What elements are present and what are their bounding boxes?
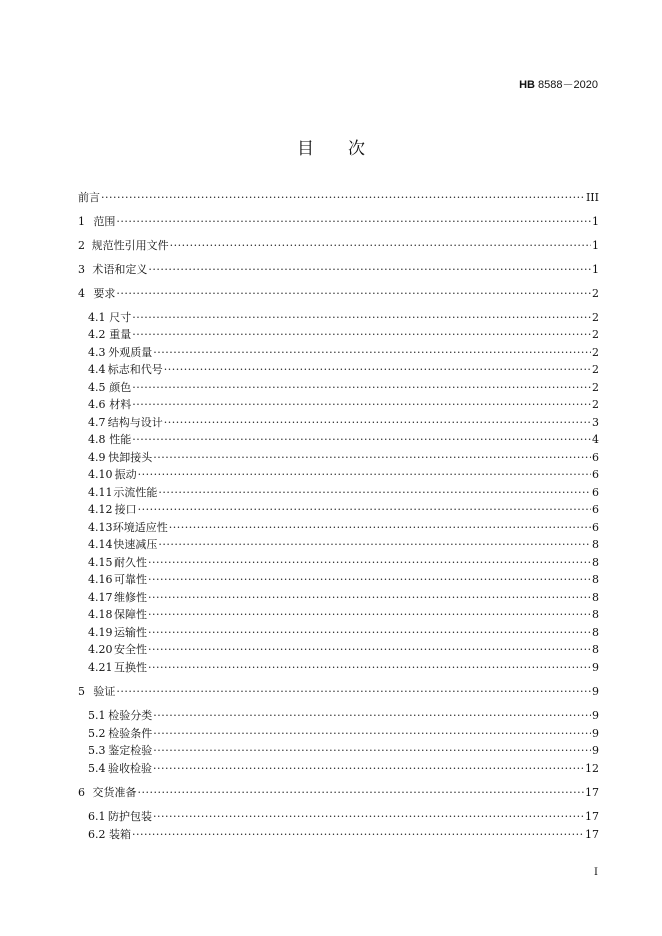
toc-entry[interactable] <box>88 468 599 482</box>
toc-entry[interactable] <box>88 346 599 360</box>
dot-leader <box>148 591 591 605</box>
toc-entry-label: 重量 <box>109 328 132 341</box>
toc-entry-page: 17 <box>585 810 599 823</box>
toc-entry-page: 6 <box>592 468 599 481</box>
toc-entry[interactable] <box>88 643 599 657</box>
toc-entry[interactable] <box>88 556 599 570</box>
toc-entry-label: 尺寸 <box>109 311 132 324</box>
toc-entry-number: 4.10 <box>88 468 113 481</box>
toc-entry-page: 1 <box>592 239 599 252</box>
dot-leader <box>148 573 591 587</box>
toc-entry-number: 5.4 <box>88 762 106 775</box>
dot-leader <box>153 762 584 776</box>
toc-entry-label: 交货准备 <box>92 786 137 799</box>
toc-entry-page: 9 <box>592 727 599 740</box>
toc-entry-number: 4.5 <box>88 381 106 394</box>
page-number: I <box>594 867 598 878</box>
toc-entry-page: 9 <box>592 744 599 757</box>
toc-entry-page: 6 <box>592 503 599 516</box>
toc-entry-number: 6.2 <box>88 828 106 841</box>
toc-title: 目次 <box>297 139 399 159</box>
toc-entry-page: 9 <box>592 685 599 698</box>
toc-entry-page: 8 <box>592 591 599 604</box>
dot-leader <box>153 727 591 741</box>
dot-leader <box>138 503 591 517</box>
toc-entry-label: 外观质量 <box>108 346 153 359</box>
toc-entry-number: 6.1 <box>88 810 106 823</box>
toc-entry[interactable] <box>88 727 599 741</box>
toc-entry-number: 2 <box>78 239 85 252</box>
toc-entry[interactable] <box>88 521 599 535</box>
toc-entry-label: 振动 <box>114 468 137 481</box>
toc-entry-page: 1 <box>592 215 599 228</box>
toc-entry[interactable] <box>88 451 599 465</box>
toc-entry-page: 12 <box>585 762 599 775</box>
toc-entry-label: 验收检验 <box>107 762 152 775</box>
toc-entry-page: 17 <box>585 786 599 799</box>
toc-entry-page: 8 <box>592 643 599 656</box>
toc-entry-label: 防护包装 <box>107 810 152 823</box>
toc-entry[interactable] <box>88 486 599 500</box>
toc-entry-label: 保障性 <box>114 608 147 621</box>
toc-entry[interactable] <box>88 661 599 675</box>
toc-entry[interactable] <box>88 328 599 342</box>
toc-entry-label: 范围 <box>93 215 116 228</box>
toc-entry[interactable] <box>78 239 599 253</box>
dot-leader <box>132 828 584 842</box>
dot-leader <box>132 398 591 412</box>
toc-entry-page: 2 <box>592 328 599 341</box>
toc-entry-number: 4.16 <box>88 573 113 586</box>
toc-entry[interactable] <box>88 608 599 622</box>
toc-entry-number: 5.2 <box>88 727 106 740</box>
toc-entry[interactable] <box>88 311 599 325</box>
dot-leader <box>169 521 591 535</box>
dot-leader <box>137 786 584 800</box>
document-code-number: 8588－2020 <box>538 79 598 91</box>
toc-entry-page: 9 <box>592 661 599 674</box>
document-code <box>519 76 598 92</box>
toc-entry-label: 性能 <box>109 433 132 446</box>
toc-entry-label: 可靠性 <box>114 573 147 586</box>
dot-leader <box>164 416 591 430</box>
dot-leader <box>132 328 591 342</box>
toc-entry-page: 8 <box>592 626 599 639</box>
toc-entry-label: 规范性引用文件 <box>91 239 169 252</box>
toc-entry[interactable] <box>78 287 599 301</box>
toc-entry[interactable] <box>88 709 599 723</box>
dot-leader <box>153 810 584 824</box>
toc-entry[interactable] <box>88 591 599 605</box>
dot-leader <box>153 744 591 758</box>
toc-entry-number: 4.13 <box>88 521 113 534</box>
document-code-prefix: HB <box>519 79 535 91</box>
toc-entry[interactable] <box>88 503 599 517</box>
toc-entry-number: 5 <box>78 685 85 698</box>
toc-entry[interactable] <box>88 381 599 395</box>
toc-entry-label: 装箱 <box>108 828 131 841</box>
toc-entry-label: 结构与设计 <box>107 416 163 429</box>
dot-leader <box>148 608 591 622</box>
toc-entry-page: 8 <box>592 538 599 551</box>
toc-entry-page: 3 <box>592 416 599 429</box>
toc-entry-number: 6 <box>78 786 85 799</box>
toc-entry-page: 6 <box>592 451 599 464</box>
toc-entry-page: 17 <box>585 828 599 841</box>
toc-entry-number: 1 <box>78 215 85 228</box>
dot-leader <box>148 556 591 570</box>
toc-entry-page: 8 <box>592 573 599 586</box>
toc-entry[interactable] <box>88 398 599 412</box>
dot-leader <box>116 287 591 301</box>
toc-entry-page: 6 <box>592 486 599 499</box>
toc-entry-label: 快卸接头 <box>108 451 153 464</box>
toc-entry[interactable] <box>88 433 599 447</box>
toc-entry-label: 术语和定义 <box>92 263 148 276</box>
toc-entry-label: 要求 <box>93 287 116 300</box>
toc-entry-number: 4.7 <box>88 416 106 429</box>
toc-entry[interactable] <box>78 191 599 205</box>
toc-entry-label: 材料 <box>109 398 132 411</box>
toc-entry-number: 4.8 <box>88 433 106 446</box>
dot-leader <box>116 215 591 229</box>
toc-entry-number: 4.21 <box>88 661 113 674</box>
toc-entry-number: 4.1 <box>88 311 106 324</box>
dot-leader <box>153 346 591 360</box>
dot-leader <box>138 468 591 482</box>
toc-entry-label: 验证 <box>93 685 116 698</box>
toc-entry-number: 5.1 <box>88 709 106 722</box>
toc-entry-page: 6 <box>592 521 599 534</box>
dot-leader <box>148 661 591 675</box>
toc-entry-label: 检验条件 <box>108 727 153 740</box>
dot-leader <box>170 239 591 253</box>
toc-entry-number: 4.3 <box>88 346 106 359</box>
toc-entry-page: 4 <box>592 433 599 446</box>
toc-entry[interactable] <box>78 786 599 800</box>
toc-entry-label: 颜色 <box>109 381 132 394</box>
dot-leader <box>148 643 591 657</box>
toc-entry[interactable] <box>88 416 599 430</box>
toc-entry-label: 检验分类 <box>108 709 153 722</box>
toc-entry-label: 环境适应性 <box>112 521 168 534</box>
toc-entry-number: 4.6 <box>88 398 106 411</box>
toc-entry-number: 4.15 <box>88 556 113 569</box>
toc-entry-label: 鉴定检验 <box>108 744 153 757</box>
toc-entry-label: 示流性能 <box>113 486 158 499</box>
toc-entry[interactable] <box>78 263 599 277</box>
dot-leader <box>164 363 591 377</box>
toc-entry[interactable] <box>88 626 599 640</box>
toc-entry-number: 4.18 <box>88 608 113 621</box>
toc-entry-label: 接口 <box>114 503 137 516</box>
toc-entry-number: 4.11 <box>88 486 113 499</box>
toc-entry[interactable] <box>88 538 599 552</box>
toc-entry-number: 4.17 <box>88 591 113 604</box>
toc-entry-page: 9 <box>592 709 599 722</box>
toc-entry-number: 4.4 <box>88 363 106 376</box>
toc-entry-label: 快速减压 <box>113 538 158 551</box>
toc-entry-number: 4.9 <box>88 451 106 464</box>
toc-entry[interactable] <box>88 828 599 842</box>
toc-entry-number: 4.20 <box>88 643 113 656</box>
toc-entry-page: 2 <box>592 287 599 300</box>
toc-entry[interactable] <box>88 762 599 776</box>
dot-leader <box>132 311 591 325</box>
toc-entry-page: 2 <box>592 346 599 359</box>
toc-entry[interactable] <box>88 573 599 587</box>
dot-leader <box>132 433 591 447</box>
dot-leader <box>116 685 591 699</box>
toc-entry-number: 4.2 <box>88 328 106 341</box>
toc-entry-label: 标志和代号 <box>107 363 163 376</box>
toc-entry[interactable] <box>88 363 599 377</box>
toc-entry-page: 2 <box>592 311 599 324</box>
toc-entry-label: 互换性 <box>114 661 147 674</box>
toc-entry-label: 安全性 <box>114 643 147 656</box>
toc-entry-page: 2 <box>592 381 599 394</box>
toc-entry-label: 耐久性 <box>114 556 147 569</box>
toc-entry-number: 4 <box>78 287 85 300</box>
dot-leader <box>153 709 591 723</box>
dot-leader <box>148 626 591 640</box>
toc-entry[interactable] <box>78 215 599 229</box>
dot-leader <box>153 451 591 465</box>
toc-entry-page: 2 <box>592 363 599 376</box>
dot-leader <box>101 191 585 205</box>
dot-leader <box>148 263 591 277</box>
toc-entry-number: 5.3 <box>88 744 106 757</box>
toc-entry-number: 4.19 <box>88 626 113 639</box>
toc-entry[interactable] <box>88 744 599 758</box>
toc-entry-page: 8 <box>592 556 599 569</box>
toc-entry-page: 8 <box>592 608 599 621</box>
dot-leader <box>158 486 591 500</box>
dot-leader <box>158 538 591 552</box>
toc-entry-number: 4.12 <box>88 503 113 516</box>
toc-entry[interactable] <box>88 810 599 824</box>
toc-entry-label: 维修性 <box>114 591 147 604</box>
toc-entry-page: 1 <box>592 263 599 276</box>
toc-entry-number: 4.14 <box>88 538 113 551</box>
dot-leader <box>132 381 591 395</box>
toc-entry-number: 3 <box>78 263 85 276</box>
toc-entry-label: 前言 <box>78 191 100 204</box>
toc-entry-label: 运输性 <box>114 626 147 639</box>
toc-entry[interactable] <box>78 685 599 699</box>
toc-entry-page: III <box>585 191 599 204</box>
toc-entry-page: 2 <box>592 398 599 411</box>
